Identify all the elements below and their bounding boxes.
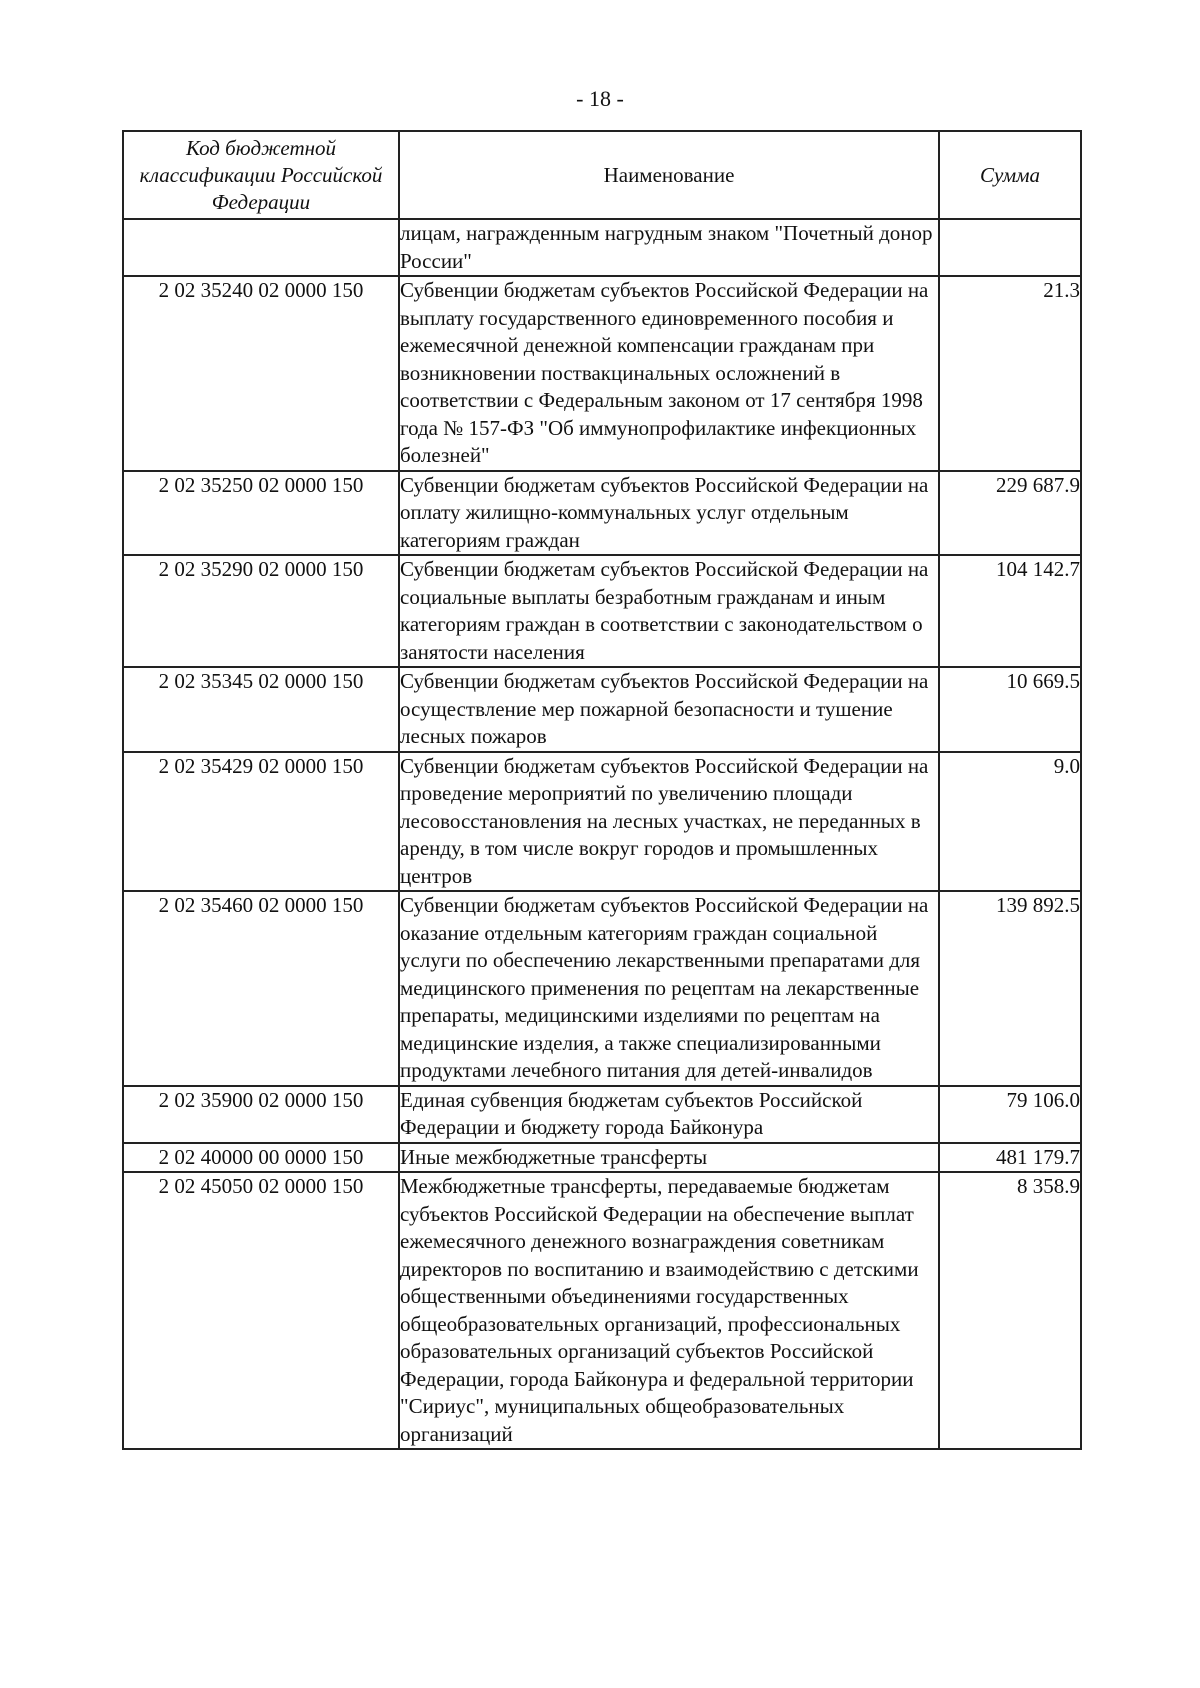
header-name: Наименование — [399, 131, 939, 219]
row-sum: 10 669.5 — [939, 667, 1081, 752]
row-code: 2 02 35345 02 0000 150 — [123, 667, 399, 752]
row-name: Иные межбюджетные трансферты — [399, 1143, 939, 1173]
row-sum — [939, 219, 1081, 276]
row-code: 2 02 35460 02 0000 150 — [123, 891, 399, 1086]
row-sum: 229 687.9 — [939, 471, 1081, 556]
row-name: Субвенции бюджетам субъектов Российской Федерации на выплату государственного единовременного пособия и ежемесячной денежной компенсации гражданам при возникновении поствакцинальных осложнений в соответствии с Федеральным законом от 17 сентября 1998 года № 157-ФЗ "Об иммунопрофилактике инфекционных болезней" — [399, 276, 939, 471]
table-row — [123, 667, 1081, 752]
table-row — [123, 1172, 1081, 1449]
row-code: 2 02 35429 02 0000 150 — [123, 752, 399, 892]
row-name: лицам, награжденным нагрудным знаком "Почетный донор России" — [399, 219, 939, 276]
row-sum: 104 142.7 — [939, 555, 1081, 667]
page-number: - 18 - — [576, 86, 624, 111]
row-name: Межбюджетные трансферты, передаваемые бюджетам субъектов Российской Федерации на обеспечение выплат ежемесячного денежного вознаграждения советникам директоров по воспитанию и взаимодействию с детскими общественными объединениями государственных общеобразовательных организаций, профессиональных образовательных организаций субъектов Российской Федерации, города Байконура и федеральной территории "Сириус", муниципальных общеобразовательных организаций — [399, 1172, 939, 1449]
row-code — [123, 219, 399, 276]
table-row — [123, 276, 1081, 471]
row-code: 2 02 35900 02 0000 150 — [123, 1086, 399, 1143]
table-row — [123, 1086, 1081, 1143]
table-row — [123, 555, 1081, 667]
table-header-row — [123, 131, 1081, 219]
header-sum: Сумма — [939, 131, 1081, 219]
table-row — [123, 219, 1081, 276]
table-row — [123, 471, 1081, 556]
row-code: 2 02 45050 02 0000 150 — [123, 1172, 399, 1449]
row-sum: 79 106.0 — [939, 1086, 1081, 1143]
table-row — [123, 1143, 1081, 1173]
budget-table — [122, 130, 1082, 1450]
row-sum: 139 892.5 — [939, 891, 1081, 1086]
row-name: Субвенции бюджетам субъектов Российской Федерации на осуществление мер пожарной безопасности и тушение лесных пожаров — [399, 667, 939, 752]
row-name: Субвенции бюджетам субъектов Российской Федерации на оказание отдельным категориям граждан социальной услуги по обеспечению лекарственными препаратами для медицинского применения по рецептам на лекарственные препараты, медицинскими изделиями по рецептам на медицинские изделия, а также специализированными продуктами лечебного питания для детей-инвалидов — [399, 891, 939, 1086]
row-sum: 21.3 — [939, 276, 1081, 471]
row-sum: 8 358.9 — [939, 1172, 1081, 1449]
table-row — [123, 752, 1081, 892]
row-name: Субвенции бюджетам субъектов Российской Федерации на социальные выплаты безработным гражданам и иным категориям граждан в соответствии с законодательством о занятости населения — [399, 555, 939, 667]
table-row — [123, 891, 1081, 1086]
row-code: 2 02 35290 02 0000 150 — [123, 555, 399, 667]
header-code: Код бюджетной классификации Российской Федерации — [123, 131, 399, 219]
row-name: Субвенции бюджетам субъектов Российской Федерации на проведение мероприятий по увеличению площади лесовосстановления на лесных участках, не переданных в аренду, в том числе вокруг городов и промышленных центров — [399, 752, 939, 892]
row-code: 2 02 40000 00 0000 150 — [123, 1143, 399, 1173]
row-sum: 9.0 — [939, 752, 1081, 892]
row-name: Субвенции бюджетам субъектов Российской Федерации на оплату жилищно-коммунальных услуг отдельным категориям граждан — [399, 471, 939, 556]
row-code: 2 02 35250 02 0000 150 — [123, 471, 399, 556]
row-sum: 481 179.7 — [939, 1143, 1081, 1173]
row-code: 2 02 35240 02 0000 150 — [123, 276, 399, 471]
row-name: Единая субвенция бюджетам субъектов Российской Федерации и бюджету города Байконура — [399, 1086, 939, 1143]
